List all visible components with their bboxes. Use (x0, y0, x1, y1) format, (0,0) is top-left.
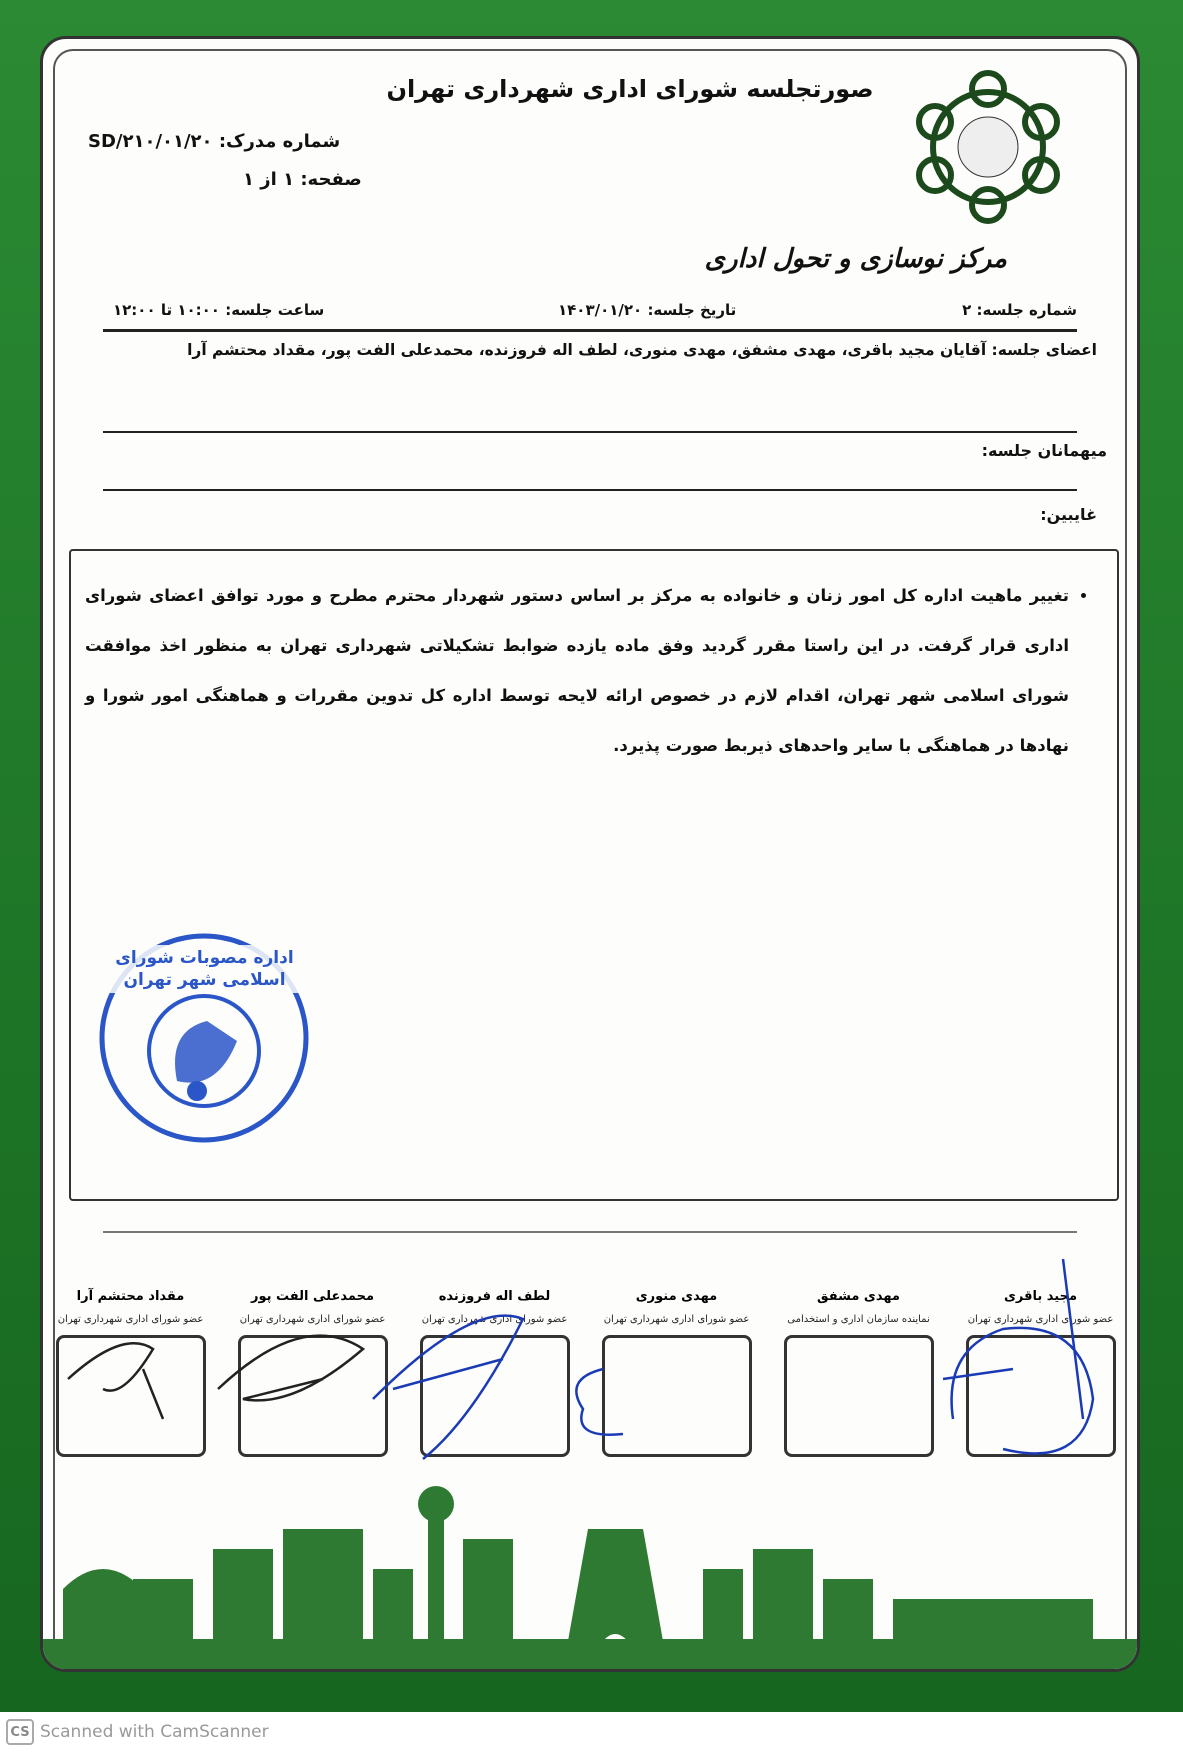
document-title: صورتجلسه شورای اداری شهرداری تهران (386, 75, 874, 103)
stamp-text: اداره مصوبات شورای اسلامی شهر تهران (105, 945, 304, 993)
resolution-item: • تغییر ماهیت اداره کل امور زنان و خانواده به مرکز بر اساس دستور شهردار محترم مطرح و مورد توافق اعضای شورای اداری قرار گرفت. در این راستا مقرر گردید وفق ماده یازده ضوابط تشکیلاتی شهرداری تهران به منظور اخذ موافقت شورای اسلامی شهر تهران، اقدام لازم در خصوص ارائه لایحه توسط اداره کل تدوین مقررات و هماهنگی امور شورا و نهادها در هماهنگی با سایر واحدهای ذیربط صورت پذیرد. (85, 571, 1069, 771)
divider (103, 431, 1077, 433)
tehran-municipality-logo-icon (913, 67, 1063, 227)
camscanner-text: Scanned with CamScanner (40, 1722, 269, 1742)
tehran-skyline-illustration (43, 1469, 1140, 1669)
session-date: تاریخ جلسه: ۱۴۰۳/۰۱/۲۰ (558, 301, 737, 319)
absent-label: غایبین: (1040, 505, 1097, 524)
camscanner-footer (0, 1712, 1183, 1752)
members-line: اعضای جلسه: آقایان مجید باقری، مهدی مشفق، مهدی منوری، لطف اله فروزنده، محمدعلی الفت پور، مقداد محتشم آرا (187, 341, 1097, 359)
divider (103, 1231, 1077, 1233)
signatory: مجید باقری عضو شورای اداری شهرداری تهران (963, 1289, 1118, 1457)
document-page (40, 36, 1140, 1672)
signatory: مقداد محتشم آرا عضو شورای اداری شهرداری تهران (53, 1289, 208, 1457)
session-number: شماره جلسه: ۲ (962, 301, 1077, 319)
signatory: مهدی مشفق نماینده سازمان اداری و استخدامی (781, 1289, 936, 1457)
divider (103, 489, 1077, 491)
resolution-box (69, 549, 1119, 1201)
doc-number: شماره مدرک: SD/۲۱۰/۰۱/۲۰ (88, 131, 341, 152)
guests-label: میهمانان جلسه: (981, 441, 1107, 460)
camscanner-logo-icon: CS (6, 1719, 34, 1745)
session-time: ساعت جلسه: ۱۰:۰۰ تا ۱۲:۰۰ (113, 301, 325, 319)
page-number: صفحه: ۱ از ۱ (243, 169, 362, 190)
official-stamp (97, 931, 312, 1146)
divider (103, 329, 1077, 332)
signatory: لطف اله فروزنده عضو شورای اداری شهرداری تهران (417, 1289, 572, 1457)
signatory: محمدعلی الفت پور عضو شورای اداری شهرداری تهران (235, 1289, 390, 1457)
doc-number-value: SD/۲۱۰/۰۱/۲۰ (88, 131, 213, 152)
signatory: مهدی منوری عضو شورای اداری شهرداری تهران (599, 1289, 754, 1457)
org-name: مرکز نوسازی و تحول اداری (704, 244, 1007, 274)
